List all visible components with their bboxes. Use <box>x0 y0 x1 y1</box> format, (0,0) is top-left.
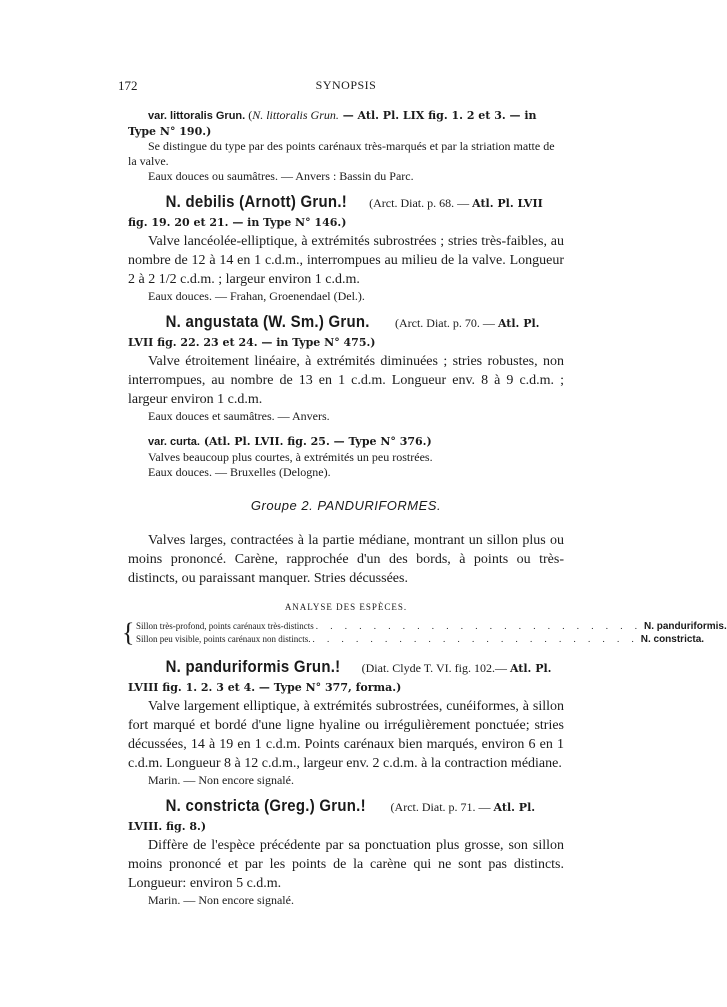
entry-var-littoralis <box>128 108 564 184</box>
analysis-row <box>136 620 727 633</box>
entry-panduriformis <box>128 658 564 788</box>
reference-plain: (Arct. Diat. p. 70. — <box>391 316 498 330</box>
species-name: N. angustata (W. Sm.) Grun. <box>165 312 370 331</box>
entry-habitat: Marin. — Non encore signalé. <box>148 773 294 787</box>
entry-constricta <box>128 797 564 908</box>
page-header <box>118 78 564 98</box>
entry-heading <box>128 313 564 352</box>
variety-label: var. curta. <box>148 436 200 448</box>
entry-var-curta <box>128 434 564 480</box>
analysis-title: ANALYSE DES ESPÈCES. <box>284 602 408 612</box>
entry-description: Valve largement elliptique, à extrémités subrostrées, cunéiformes, à sillon fort marqué et bordé d'une ligne hyaline ou irrégulièrement ponctuée; stries décussées, 14 à 19 en 1 c.d.m. Points carénaux bien marqués, environ 6 en 1 c.d.m. Longueur 8 à 12 c.d.m., largeur env. 2 c.d.m. à la contraction médiane. <box>128 699 564 771</box>
analysis-key <box>122 618 727 647</box>
analysis-result: N. panduriformis. <box>643 621 727 632</box>
entry-description: Valves beaucoup plus courtes, à extrémités un peu rostrées. <box>148 450 433 464</box>
species-name: N. panduriformis Grun.! <box>165 657 341 676</box>
reference-bold: — Atl. Pl. LIX fig. 1. 2 et 3. — in Type N° 190.) <box>128 109 537 138</box>
reference-plain: (Diat. Clyde T. VI. fig. 102.— <box>358 661 510 675</box>
page-number: 172 <box>118 78 138 93</box>
reference-plain: (Arct. Diat. p. 68. — <box>366 196 473 210</box>
group-title: Groupe 2. PANDURIFORMES. <box>250 498 442 513</box>
brace-icon: { <box>122 618 135 647</box>
entry-habitat: Eaux douces et saumâtres. — Anvers. <box>148 409 330 423</box>
entry-heading <box>128 108 564 139</box>
reference-italic: N. littoralis Grun. <box>252 108 339 122</box>
variety-label: var. littoralis Grun. <box>148 110 246 122</box>
document-page <box>118 78 727 908</box>
reference-open: ( <box>248 108 253 122</box>
leader-dots: . . . . . . . . . . . . . . . . . . . . . . . <box>312 634 639 644</box>
entry-heading <box>128 193 564 232</box>
entry-habitat: Eaux douces. — Frahan, Groenendael (Del.). <box>148 289 365 303</box>
analysis-result: N. constricta. <box>640 634 705 645</box>
reference-bold: Atl. Pl. LVIII fig. 1. 2. 3 et 4. — Type N° 377, forma.) <box>128 662 552 694</box>
entry-habitat: Eaux douces ou saumâtres. — Anvers : Bassin du Parc. <box>148 169 414 183</box>
reference-plain: (Arct. Diat. p. 71. — <box>387 800 494 814</box>
reference-bold: Atl. Pl. LVII fig. 22. 23 et 24. — in Type N° 475.) <box>128 317 540 349</box>
entry-angustata <box>128 313 564 424</box>
entry-description: Valve lancéolée-elliptique, à extrémités subrostrées ; stries très-faibles, au nombre de 12 à 14 en 1 c.d.m., interrompues au milieu de la valve. Longueur 2 à 2 1/2 c.d.m. ; largeur environ 1 c.d.m. <box>128 234 564 287</box>
analysis-row <box>136 633 705 646</box>
entry-debilis <box>128 193 564 304</box>
entry-habitat: Marin. — Non encore signalé. <box>148 893 294 907</box>
leader-dots: . . . . . . . . . . . . . . . . . . . . . . . <box>315 621 642 631</box>
analysis-label: Sillon peu visible, points carénaux non distincts. <box>136 634 311 644</box>
entry-heading <box>128 797 564 836</box>
entry-heading <box>128 658 564 697</box>
entry-description: Diffère de l'espèce précédente par sa ponctuation plus grosse, son sillon moins prononcé et par les points de la carène qui ne sont pas distincts. Longueur: environ 5 c.d.m. <box>128 838 564 891</box>
reference-bold: (Atl. Pl. LVII. fig. 25. — Type N° 376.) <box>199 435 432 448</box>
analysis-label: Sillon très-profond, points carénaux très-distincts <box>136 621 314 631</box>
species-name: N. debilis (Arnott) Grun.! <box>165 192 347 211</box>
entry-heading <box>128 434 564 450</box>
reference-bold: Atl. Pl. LVIII. fig. 8.) <box>128 801 536 833</box>
reference-bold: Atl. Pl. LVII fig. 19. 20 et 21. — in Type N° 146.) <box>128 197 543 229</box>
group-description: Valves larges, contractées à la partie médiane, montrant un sillon plus ou moins prononcé. Carène, rapprochée d'un des bords, à points ou très-distincts, ou paraissant manquer. Stries décussées. <box>128 533 564 586</box>
running-title: SYNOPSIS <box>315 78 377 92</box>
species-name: N. constricta (Greg.) Grun.! <box>165 796 366 815</box>
entry-habitat: Eaux douces. — Bruxelles (Delogne). <box>148 465 331 479</box>
entry-description: Valve étroitement linéaire, à extrémités diminuées ; stries robustes, non interrompues, au nombre de 13 en 1 c.d.m. Longueur env. 8 à 9 c.d.m. ; largeur environ 1 c.d.m. <box>128 354 564 407</box>
entry-description: Se distingue du type par des points carénaux très-marqués et par la striation matte de la valve. <box>128 139 555 168</box>
